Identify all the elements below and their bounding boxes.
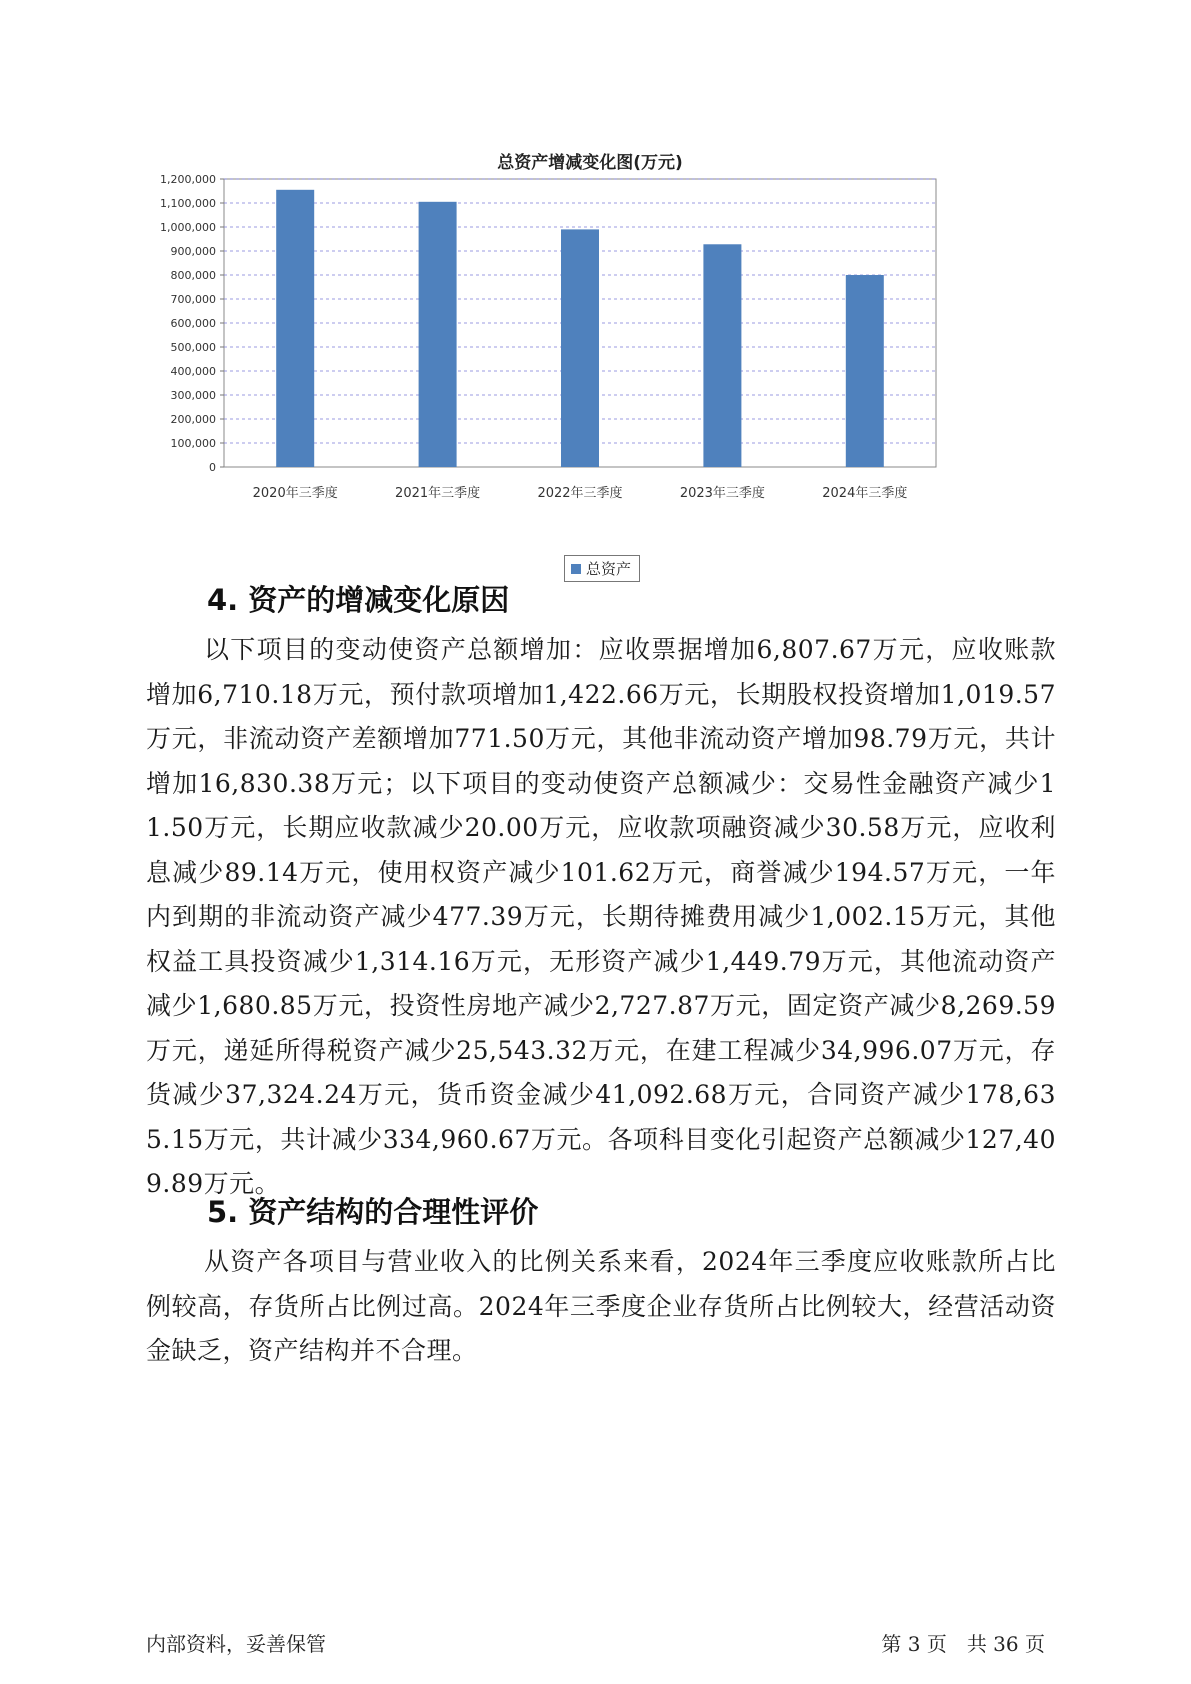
y-tick-label: 900,000 bbox=[170, 245, 216, 258]
y-tick-label: 1,000,000 bbox=[160, 221, 216, 234]
footer-page-number: 第 3 页 共 36 页 bbox=[881, 1632, 1045, 1656]
x-tick-label: 2024年三季度 bbox=[822, 486, 908, 501]
x-tick-label: 2022年三季度 bbox=[537, 486, 623, 501]
bar bbox=[419, 202, 457, 467]
y-tick-label: 400,000 bbox=[170, 365, 216, 378]
y-tick-label: 800,000 bbox=[170, 269, 216, 282]
y-tick-label: 200,000 bbox=[170, 413, 216, 426]
total-assets-chart bbox=[160, 140, 1020, 590]
section-heading-asset-change: 4. 资产的增减变化原因 bbox=[207, 583, 510, 617]
x-tick-label: 2021年三季度 bbox=[395, 486, 481, 501]
y-tick-label: 1,100,000 bbox=[160, 197, 216, 210]
y-tick-label: 1,200,000 bbox=[160, 173, 216, 186]
legend-label: 总资产 bbox=[586, 560, 632, 578]
bar bbox=[703, 244, 741, 467]
x-tick-label: 2020年三季度 bbox=[252, 486, 338, 501]
section-paragraph-asset-change: 以下项目的变动使资产总额增加：应收票据增加6,807.67万元，应收账款增加6,710.18万元，预付款项增加1,422.66万元，长期股权投资增加1,019.57万元，非流动资产差额增加771.50万元，其他非流动资产增加98.79万元，共计增加16,830.38万元；以下项目的变动使资产总额减少：交易性金融资产减少11.50万元，长期应收款减少20.00万元，应收款项融资减少30.58万元，应收利息减少89.14万元，使用权资产减少101.62万元，商誉减少194.57万元，一年内到期的非流动资产减少477.39万元，长期待摊费用减少1,002.15万元，其他权益工具投资减少1,314.16万元，无形资产减少1,449.79万元，其他流动资产减少1,680.85万元，投资性房地产减少2,727.87万元，固定资产减少8,269.59万元，递延所得税资产减少25,543.32万元，在建工程减少34,996.07万元，存货减少37,324.24万元，货币资金减少41,092.68万元，合同资产减少178,635.15万元，共计减少334,960.67万元。各项科目变化引起资产总额减少127,409.89万元。 bbox=[146, 635, 1056, 1198]
chart-title: 总资产增减变化图(万元) bbox=[497, 153, 683, 173]
y-tick-label: 100,000 bbox=[170, 437, 216, 450]
section-paragraph-asset-structure: 从资产各项目与营业收入的比例关系来看，2024年三季度应收账款所占比例较高，存货所占比例过高。2024年三季度企业存货所占比例较大，经营活动资金缺乏，资产结构并不合理。 bbox=[146, 1247, 1056, 1365]
y-tick-label: 500,000 bbox=[170, 341, 216, 354]
bar bbox=[276, 190, 314, 467]
section-heading-asset-structure: 5. 资产结构的合理性评价 bbox=[207, 1195, 539, 1229]
x-tick-label: 2023年三季度 bbox=[679, 486, 765, 501]
y-tick-label: 600,000 bbox=[170, 317, 216, 330]
bar bbox=[846, 275, 884, 467]
chart-legend bbox=[564, 555, 640, 582]
bar bbox=[561, 229, 599, 467]
y-tick-label: 0 bbox=[209, 461, 216, 474]
legend-swatch bbox=[571, 564, 581, 574]
footer-confidential-note: 内部资料，妥善保管 bbox=[146, 1632, 326, 1656]
chart-plot bbox=[160, 170, 1020, 580]
y-tick-label: 700,000 bbox=[170, 293, 216, 306]
y-tick-label: 300,000 bbox=[170, 389, 216, 402]
